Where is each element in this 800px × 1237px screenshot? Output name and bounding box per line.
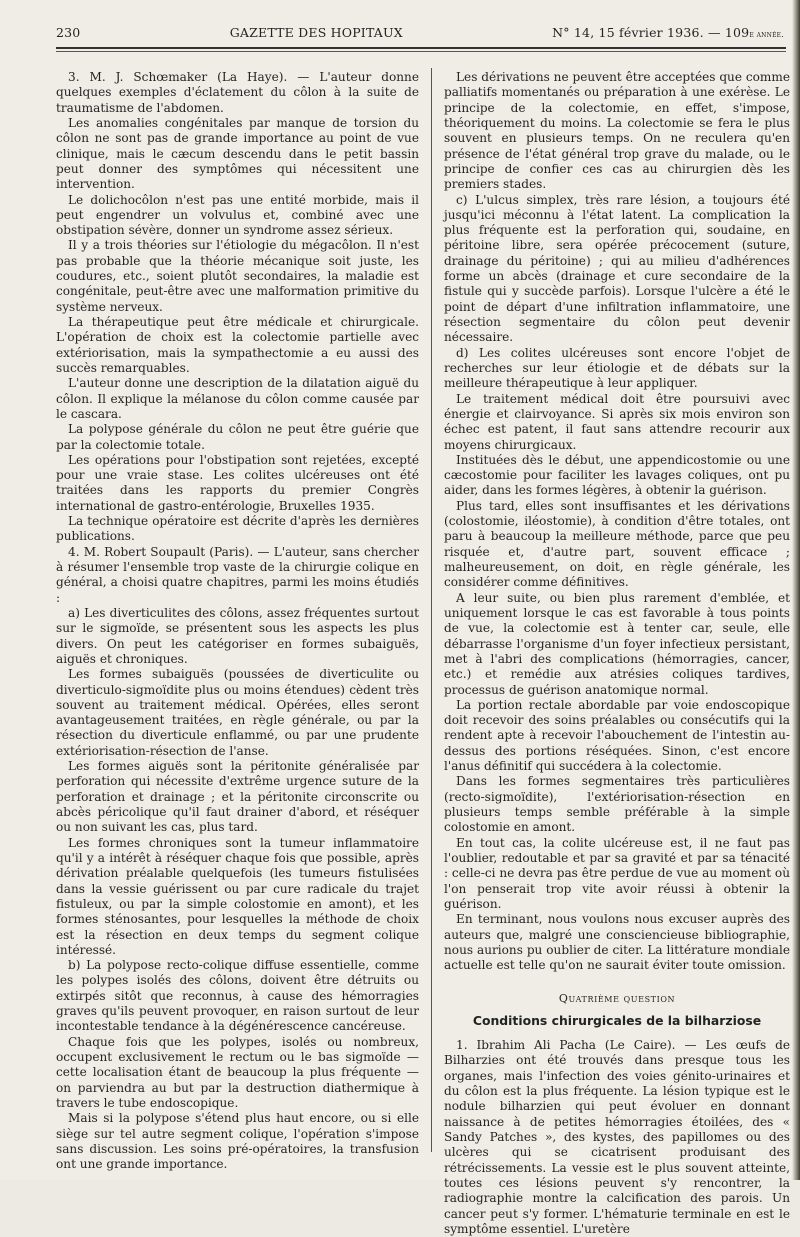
page-header [56,25,784,40]
paragraph: En tout cas, la colite ulcéreuse est, il ne faut pas l'oublier, redoutable et par sa gravité et par sa ténacité : celle-ci ne devra pas être perdue de vue au moment où l'on penserait trop vite avoir réussi à obtenir la guérison. [444,835,790,911]
section-heading: Quatrième question [558,992,676,1006]
paragraph: Les opérations pour l'obstipation sont rejetées, excepté pour une vraie stase. Les colites ulcéreuses ont été traitées dans les rapports du premier Congrès international de gastro-entérologie, Bruxelles 1935. [56,452,419,513]
paragraph: Les formes subaiguës (poussées de diverticulite ou diverticulo-sigmoïdite plus ou moins étendues) cèdent très souvent au traitement médical. Opérées, elles seront avantageusement traitées, en règle générale, ou par la résection du diverticule enflammé, ou par une prudente extériorisation-résection de l'anse. [56,667,419,758]
page-edge-shadow [792,0,800,1180]
paragraph: La polypose générale du côlon ne peut être guérie que par la colectomie totale. [56,422,419,452]
paragraph: Dans les formes segmentaires très particulières (recto-sigmoïdite), l'extériorisation-résection en plusieurs temps semble préférable à la simple colostomie en amont. [444,774,790,835]
paragraph: b) La polypose recto-colique diffuse essentielle, comme les polypes isolés des côlons, doivent être détruits ou extirpés sitôt que reconnus, à cause des hémorragies graves qu'ils peuvent provoquer, en raison surtout de leur incontestable tendance à la dégénérescence cancéreuse. [56,958,419,1034]
right-column [444,70,790,1237]
paragraph: Le traitement médical doit être poursuivi avec énergie et clairvoyance. Si après six mois environ son échec est patent, il faut sans attendre recourir aux moyens chirurgicaux. [444,391,790,452]
paragraph: 3. M. J. Schœmaker (La Haye). — L'auteur donne quelques exemples d'éclatement du côlon à la suite de traumatisme de l'abdomen. [56,70,419,115]
journal-title: GAZETTE DES HOPITAUX [229,25,403,40]
issue-date: N° 14, 15 février 1936. — 109 [552,25,750,40]
issue-info [552,25,784,40]
paragraph: La technique opératoire est décrite d'après les dernières publications. [56,514,419,544]
page-number: 230 [56,25,81,40]
paragraph: 1. Ibrahim Ali Pacha (Le Caire). — Les œufs de Bilharzies ont été trouvés dans presque tous les organes, mais l'infection des voies génito-urinaires et du côlon est la plus fréquente. La lésion typique est le nodule bilharzien qui peut évoluer en donnant naissance à de petites hémorragies étoilées, des « Sandy Patches », des kystes, des papillomes ou des ulcères qui se cicatrisent produisant des rétrécissements. La vessie est le plus souvent atteinte, toutes ces lésions peuvent s'y rencontrer, la radiographie montre la calcification des parois. Un cancer peut s'y former. L'hématurie terminale en est le symptôme essentiel. L'uretère [444,1038,790,1236]
paragraph: c) L'ulcus simplex, très rare lésion, a toujours été jusqu'ici méconnu à l'état latent. La complication la plus fréquente est la perforation qui, soudaine, en péritoine libre, sera opérée précocement (suture, drainage du péritoine) ; qui au milieu d'adhérences forme un abcès (drainage et cure secondaire de la fistule qui y succède parfois). Lorsque l'ulcère a été le point de départ d'une infiltration inflammatoire, une résection segmentaire du côlon peut devenir nécessaire. [444,192,790,345]
paragraph: Le dolichocôlon n'est pas une entité morbide, mais il peut engendrer un volvulus et, combiné avec une obstipation sévère, donner un syndrome assez sérieux. [56,192,419,238]
paragraph: Les formes aiguës sont la péritonite généralisée par perforation qui nécessite d'extrême urgence suture de la perforation et drainage ; et la péritonite circonscrite ou abcès péricolique qu'il faut drainer d'abord, et réséquer ou non suivant les cas, plus tard. [56,759,419,835]
paragraph: A leur suite, ou bien plus rarement d'emblée, et uniquement lorsque le cas est favorable à tous points de vue, la colectomie est à tenter car, seule, elle débarrasse l'organisme d'un foyer infectieux persistant, met à l'abri des complications (hémorragies, cancer, etc.) et remédie aux atrésies coliques tardives, processus de guérison anatomique normal. [444,590,790,697]
paragraph: En terminant, nous voulons nous excuser auprès des auteurs que, malgré une consciencieuse bibliographie, nous aurions pu oublier de citer. La littérature mondiale actuelle est telle qu'on ne saurait éviter toute omission. [444,912,790,973]
paragraph: Les dérivations ne peuvent être acceptées que comme palliatifs momentanés ou préparation à une exérèse. Le principe de la colectomie, en effet, s'impose, théoriquement du moins. La colectomie se fera le plus souvent en plusieurs temps. On ne reculera qu'en présence de l'état général trop grave du malade, ou le principe de confier ces cas au chirurgien dès les premiers stades. [444,70,790,192]
paragraph: Les formes chroniques sont la tumeur inflammatoire qu'il y a intérêt à réséquer chaque fois que possible, après dérivation préalable quelquefois (les tumeurs fistulisées dans la vessie guérissent ou par cure radicale du trajet fistuleux, ou par la simple colostomie en amont), et les formes sténosantes, pour lesquelles la méthode de choix est la résection en deux temps du segment colique intéressé. [56,835,419,957]
issue-suffix: e année. [749,30,784,39]
paragraph: Instituées dès le début, une appendicostomie ou une cæcostomie pour faciliter les lavages coliques, ont pu aider, dans les formes légères, à obtenir la guérison. [444,452,790,498]
paragraph: 4. M. Robert Soupault (Paris). — L'auteur, sans chercher à résumer l'ensemble trop vaste de la chirurgie colique en général, a choisi quatre chapitres, parmi les moins étudiés : [56,544,419,605]
paragraph: L'auteur donne une description de la dilatation aiguë du côlon. Il explique la mélanose du côlon comme causée par le cascara. [56,376,419,421]
paragraph: Il y a trois théories sur l'étiologie du mégacôlon. Il n'est pas probable que la théorie mécanique soit juste, les coudures, etc., soient plutôt secondaires, la maladie est congénitale, peut-être avec une malformation primitive du système nerveux. [56,238,419,314]
paragraph: Les anomalies congénitales par manque de torsion du côlon ne sont pas de grande importance au point de vue clinique, mais le cæcum descendu dans le petit bassin peut donner des symptômes qui nécessitent une intervention. [56,115,419,192]
paragraph: d) Les colites ulcéreuses sont encore l'objet de recherches sur leur étiologie et de débats sur la meilleure thérapeutique à leur appliquer. [444,345,790,391]
paragraph: Plus tard, elles sont insuffisantes et les dérivations (colostomie, iléostomie), à condition d'être totales, ont paru à beaucoup la meilleure méthode, parce que peu risquée et, d'autre part, souvent efficace ; malheureusement, on doit, en règle générale, les considérer comme définitives. [444,498,790,590]
paragraph: La thérapeutique peut être médicale et chirurgicale. L'opération de choix est la colectomie partielle avec extériorisation, mais la sympathectomie a eu aussi des succès remarquables. [56,315,419,375]
left-column [56,70,419,1173]
column-divider [431,68,432,1152]
header-rule-top [56,47,786,49]
paragraph: La portion rectale abordable par voie endoscopique doit recevoir des soins préalables ou consécutifs qui la rendent apte à recevoir l'abouchement de l'intestin au-dessus des portions réséquées. Sinon, c'est encore l'anus définitif qui succédera à la colectomie. [444,697,790,774]
paragraph: a) Les diverticulites des côlons, assez fréquentes surtout sur le sigmoïde, se présentent sous les aspects les plus divers. On peut les catégoriser en formes subaiguës, aiguës et chroniques. [56,605,419,666]
paragraph: Mais si la polypose s'étend plus haut encore, ou si elle siège sur tel autre segment colique, l'opération s'impose sans discussion. Les soins pré-opératoires, la transfusion ont une grande importance. [56,1111,419,1172]
section-title: Conditions chirurgicales de la bilharziose [472,1012,762,1028]
header-rule-bottom [56,51,786,52]
paragraph: Chaque fois que les polypes, isolés ou nombreux, occupent exclusivement le rectum ou le bas sigmoïde — cette localisation étant de beaucoup la plus fréquente — on parviendra au but par la destruction diathermique à travers le tube endoscopique. [56,1034,419,1110]
